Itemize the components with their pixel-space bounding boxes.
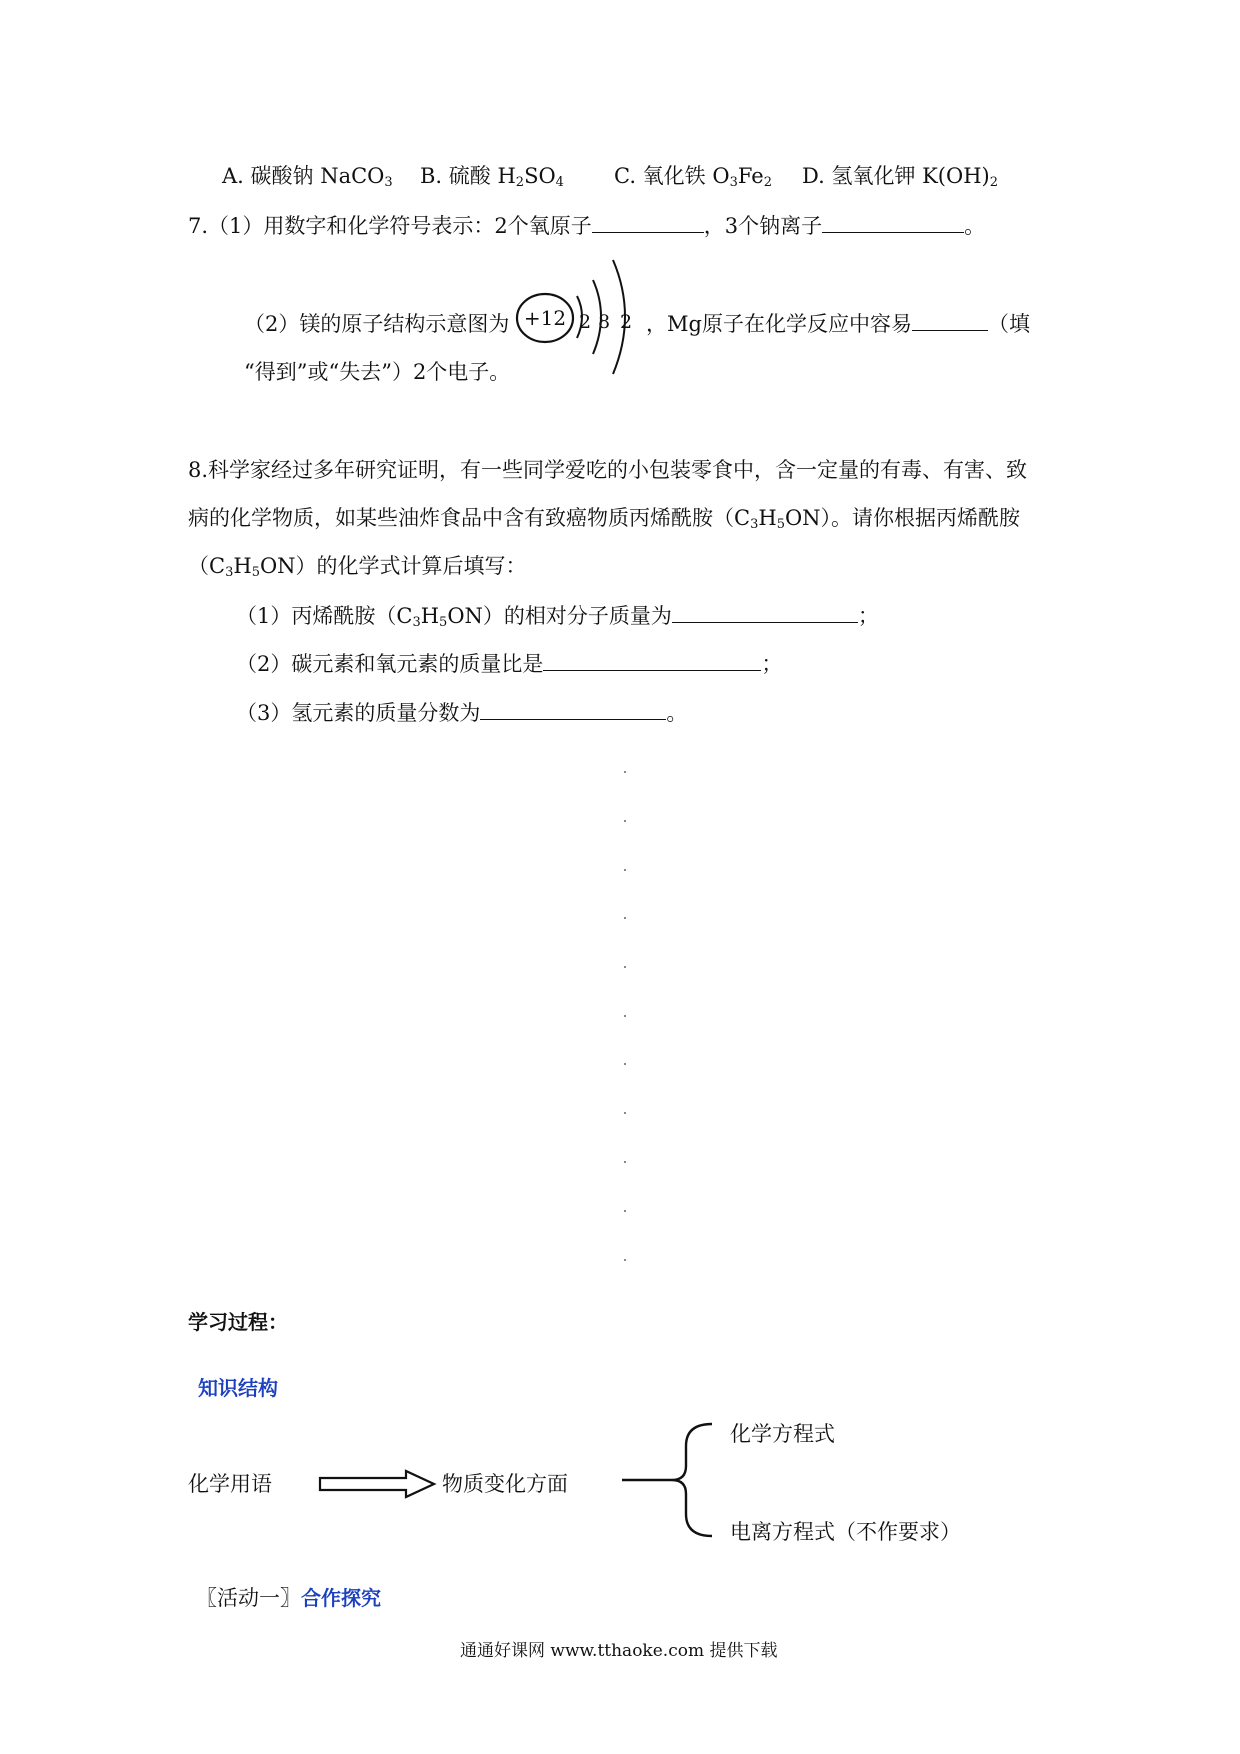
learning-process-heading: 学习过程： [188, 1310, 288, 1334]
q7-part2-suffix: ，Mg原子在化学反应中容易 （填 [646, 312, 1030, 336]
guide-dot [624, 1210, 626, 1212]
q7-part1: 7.（1）用数字和化学符号表示：2个氧原子 ，3个钠离子 。 [188, 214, 986, 238]
curly-brace-icon [618, 1420, 718, 1540]
guide-dot [624, 1259, 626, 1261]
diagram-top-branch: 化学方程式 [730, 1422, 835, 1446]
answer-blank-oxygen[interactable] [592, 212, 704, 233]
answer-blank-sodium[interactable] [822, 212, 964, 233]
guide-dot [624, 1112, 626, 1114]
knowledge-structure-heading: 知识结构 [198, 1376, 278, 1400]
q6-option-d: D. 氢氧化钾 $K(OH)_2$ [802, 164, 998, 190]
shell2-electrons: 8 [597, 311, 611, 333]
q8-item3: （3）氢元素的质量分数为 。 [236, 701, 688, 725]
q8-item1: （1）丙烯酰胺$(C_3H_5ON)$的相对分子质量为 ； [236, 604, 879, 630]
q8-line2: 病的化学物质，如某些油炸食品中含有致癌物质丙烯酰胺$(C_3H_5ON)$。请你根据丙烯酰胺 [188, 506, 1021, 532]
guide-dot [624, 1063, 626, 1065]
guide-dot [624, 1161, 626, 1163]
q7-part2-prefix: （2）镁的原子结构示意图为 [244, 312, 510, 336]
guide-dot [624, 771, 626, 773]
guide-dot [624, 917, 626, 919]
q6-option-c: C. 氧化铁 $O_3Fe_2$ [614, 164, 772, 190]
diagram-middle-label: 物质变化方面 [442, 1472, 568, 1496]
activity-heading: 〖活动一〗合作探究 [196, 1586, 381, 1610]
nucleus-charge: +12 [523, 306, 567, 330]
shell1-electrons: 2 [578, 311, 592, 333]
answer-blank-mass-fraction[interactable] [480, 699, 666, 720]
q8-line3: $(C_3H_5ON)$的化学式计算后填写： [188, 554, 527, 580]
answer-blank-molecular-mass[interactable] [672, 602, 858, 623]
guide-dot [624, 966, 626, 968]
answer-blank-mass-ratio[interactable] [543, 650, 761, 671]
hollow-arrow-icon [316, 1468, 440, 1500]
answer-blank-electrons[interactable] [912, 310, 988, 331]
shell3-electrons: 2 [619, 311, 633, 333]
q8-item2: （2）碳元素和氧元素的质量比是 ； [236, 652, 783, 676]
q8-line1: 8.科学家经过多年研究证明，有一些同学爱吃的小包装零食中，含一定量的有毒、有害、致 [188, 458, 1028, 482]
guide-dot [624, 1015, 626, 1017]
magnesium-atom-diagram [505, 250, 655, 380]
q6-option-a: A. 碳酸钠 NaCO$_3$ [222, 164, 393, 190]
diagram-left-label: 化学用语 [188, 1472, 272, 1496]
q7-part2-line2: “得到”或“失去”）2个电子。 [244, 360, 511, 384]
q6-option-b: B. 硫酸 $H_2SO_4$ [420, 164, 564, 190]
diagram-bottom-branch: 电离方程式（不作要求） [730, 1520, 961, 1544]
footer-text: 通通好课网 www.tthaoke.com 提供下载 [460, 1641, 778, 1661]
guide-dot [624, 820, 626, 822]
guide-dot [624, 869, 626, 871]
